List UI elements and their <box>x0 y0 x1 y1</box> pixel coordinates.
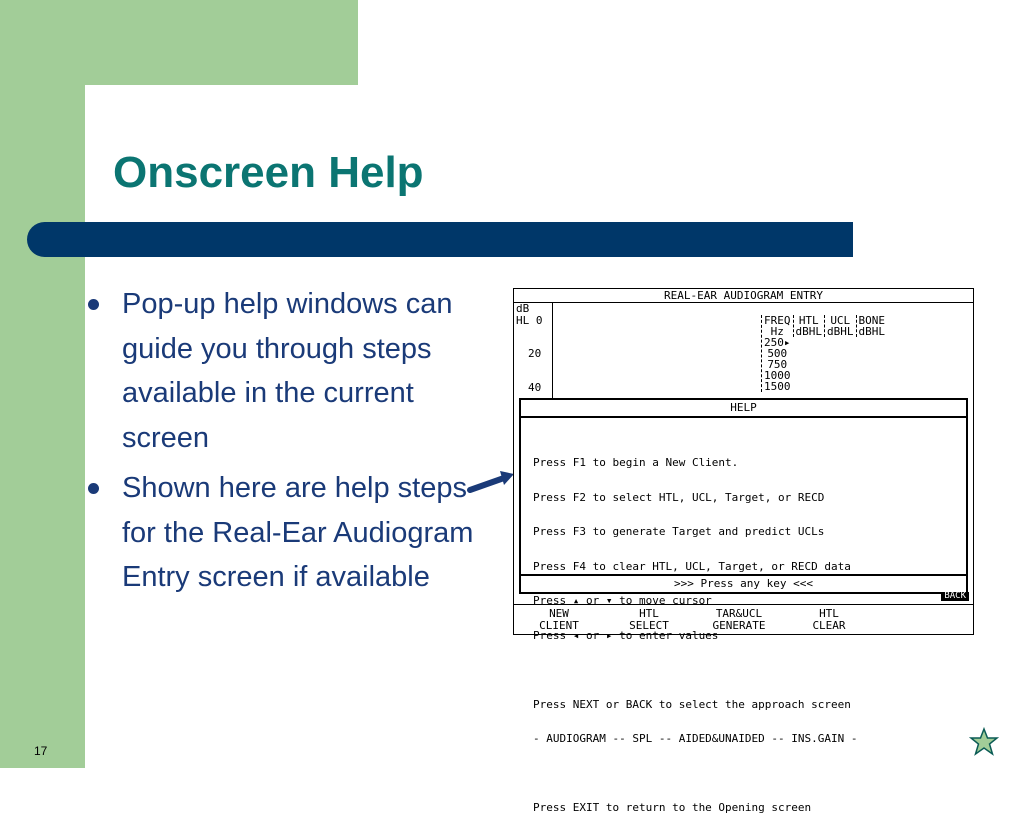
bone-head: BONE <box>858 314 885 327</box>
freq-value: 500 <box>767 347 788 360</box>
fkey-line: HTL <box>819 607 839 620</box>
bullet-text: Shown here are help steps for the Real-Ear Audiogram Entry screen if available <box>122 472 474 593</box>
freq-unit: Hz <box>770 325 784 338</box>
y-axis-unit-top: dB <box>516 302 530 315</box>
ucl-head: UCL <box>830 314 851 327</box>
help-line <box>533 664 966 676</box>
f4-htl-clear-key[interactable] <box>784 605 874 635</box>
freq-value: 250▸ <box>764 336 791 349</box>
help-line: Press F2 to select HTL, UCL, Target, or RECD <box>533 490 825 504</box>
help-line: Press ◂ or ▸ to enter values <box>533 628 719 642</box>
slide-number: 17 <box>34 744 48 758</box>
help-line: Press EXIT to return to the Opening screen <box>533 801 812 814</box>
device-screenshot <box>513 288 974 814</box>
fkey-line: HTL <box>639 607 659 620</box>
help-line: - AUDIOGRAM -- SPL -- AIDED&UNAIDED -- INS.GAIN - <box>533 732 858 745</box>
freq-head: FREQ <box>764 314 791 327</box>
bullet-list <box>88 282 508 606</box>
y-tick-label: 20 <box>528 347 542 360</box>
fkey-line: SELECT <box>629 619 669 632</box>
freq-column <box>761 315 793 392</box>
bone-unit: dBHL <box>858 325 885 338</box>
help-line <box>533 768 966 780</box>
help-line: Press ▴ or ▾ to move cursor <box>533 594 712 607</box>
function-key-bar <box>514 604 973 635</box>
audiogram-table <box>761 315 887 392</box>
bullet-item <box>88 282 508 460</box>
help-dismiss-prompt[interactable]: >>> Press any key <<< <box>521 574 966 592</box>
htl-column <box>793 315 825 337</box>
help-popup-title: HELP <box>521 400 966 418</box>
help-line: Press F4 to clear HTL, UCL, Target, or RECD data <box>533 559 851 573</box>
fkey-line: NEW <box>549 607 569 620</box>
ucl-column <box>824 315 856 337</box>
y-tick-label: 40 <box>528 381 542 394</box>
bullet-item <box>88 466 508 600</box>
green-sidebar-decoration <box>0 0 85 768</box>
help-line: Press NEXT or BACK to select the approach screen <box>533 697 851 711</box>
pointer-arrow-icon <box>466 466 516 496</box>
slide-title: Onscreen Help <box>113 148 424 197</box>
star-icon <box>969 727 999 757</box>
y-axis-unit-bottom: HL 0 <box>516 314 543 327</box>
bullet-text: Pop-up help windows can guide you through steps available in the current screen <box>122 288 453 454</box>
f3-tar-ucl-generate-key[interactable] <box>694 605 784 635</box>
help-line: Press F1 to begin a New Client. <box>533 456 739 469</box>
ucl-unit: dBHL <box>827 325 854 338</box>
freq-value: 1500 <box>764 380 791 393</box>
audiogram-chart-area <box>552 303 733 398</box>
screen-title: REAL-EAR AUDIOGRAM ENTRY <box>664 289 823 302</box>
fkey-line: CLEAR <box>812 619 846 632</box>
f1-new-client-key[interactable] <box>514 605 604 635</box>
bone-column <box>856 315 888 337</box>
freq-value: 1000 <box>764 369 791 382</box>
bullet-dot-icon <box>88 299 99 310</box>
y-axis-unit <box>516 303 543 327</box>
back-tag: BACK <box>941 592 969 601</box>
help-line: Press F3 to generate Target and predict UCLs <box>533 525 825 538</box>
fkey-line: GENERATE <box>712 619 766 632</box>
fkey-line: CLIENT <box>539 619 579 632</box>
title-underline-bar <box>27 222 853 257</box>
green-top-decoration <box>0 0 358 85</box>
htl-unit: dBHL <box>795 325 822 338</box>
bullet-dot-icon <box>88 483 99 494</box>
f2-htl-select-key[interactable] <box>604 605 694 635</box>
fkey-line: TAR&UCL <box>715 607 763 620</box>
htl-head: HTL <box>798 314 819 327</box>
freq-value: 750 <box>767 358 788 371</box>
